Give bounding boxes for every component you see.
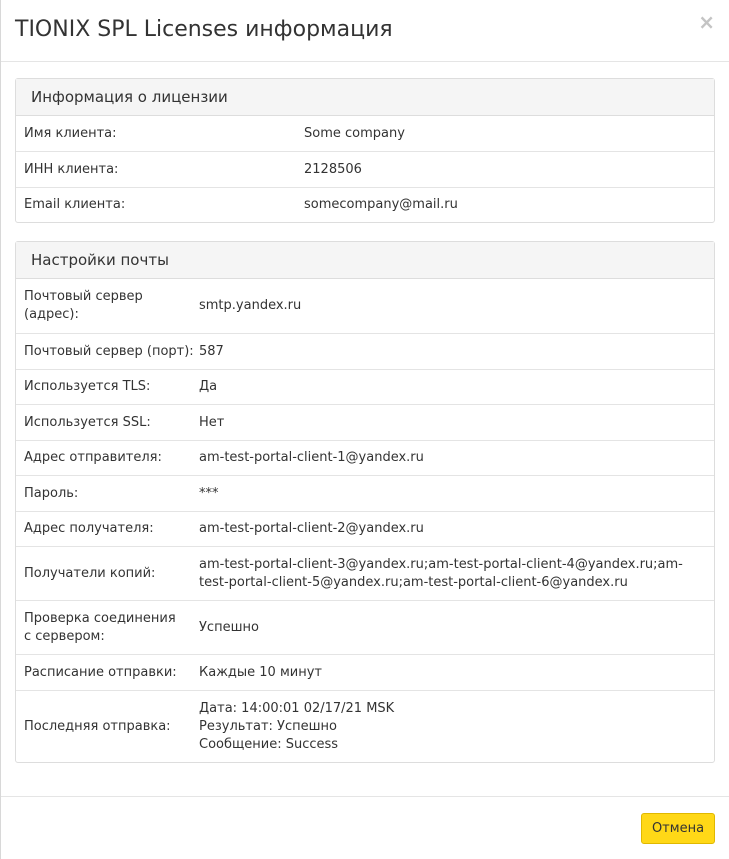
row-value: Нет bbox=[199, 414, 225, 430]
row-label: Расписание отправки: bbox=[24, 664, 177, 680]
row-label: Почтовый сервер (адрес): bbox=[24, 289, 143, 322]
license-info-panel bbox=[15, 78, 715, 223]
row-label: Получатели копий: bbox=[24, 565, 156, 581]
license-row-client-name bbox=[16, 116, 714, 151]
row-value: 2128506 bbox=[304, 161, 362, 177]
row-value: 587 bbox=[199, 343, 224, 359]
modal-header bbox=[1, 0, 729, 62]
close-icon[interactable]: × bbox=[698, 10, 715, 34]
mail-row-schedule bbox=[16, 654, 714, 690]
row-label: ИНН клиента: bbox=[24, 161, 119, 177]
mail-settings-heading: Настройки почты bbox=[16, 242, 714, 279]
row-label: Проверка соединения с сервером: bbox=[24, 610, 176, 644]
row-label: Адрес получателя: bbox=[24, 521, 154, 536]
row-value: Успешно bbox=[199, 619, 259, 635]
row-value: Some company bbox=[304, 125, 405, 141]
license-row-client-email bbox=[16, 187, 714, 222]
row-label: Имя клиента: bbox=[24, 125, 117, 141]
mail-row-connection-check bbox=[16, 600, 714, 654]
row-label: Адрес отправителя: bbox=[24, 450, 162, 465]
mail-row-sender-address bbox=[16, 440, 714, 475]
row-value: somecompany@mail.ru bbox=[304, 197, 458, 212]
row-label: Email клиента: bbox=[24, 197, 126, 212]
last-send-result: Результат: Успешно bbox=[199, 718, 337, 734]
row-value: Каждые 10 минут bbox=[199, 664, 322, 680]
row-label: Пароль: bbox=[24, 485, 79, 501]
cancel-button[interactable]: Отмена bbox=[641, 813, 715, 844]
last-send-message: Сообщение: Success bbox=[199, 736, 339, 752]
row-value bbox=[199, 700, 408, 754]
row-value: Да bbox=[199, 379, 218, 394]
row-value: am-test-portal-client-3@yandex.ru;am-test-portal-client-4@yandex.ru;am-test-portal-client-5@yandex.ru;am-test-portal-client-6@yandex.ru bbox=[199, 556, 683, 590]
row-value: am-test-portal-client-1@yandex.ru bbox=[199, 450, 424, 465]
license-info-heading: Информация о лицензии bbox=[16, 79, 714, 116]
mail-row-cc-recipients bbox=[16, 546, 714, 600]
mail-row-password bbox=[16, 475, 714, 511]
mail-row-server-port bbox=[16, 333, 714, 369]
row-value: *** bbox=[199, 485, 219, 501]
mail-row-last-send bbox=[16, 690, 714, 762]
row-value: smtp.yandex.ru bbox=[199, 298, 302, 313]
modal-title: TIONIX SPL Licenses информация bbox=[15, 17, 393, 42]
mail-settings-panel bbox=[15, 241, 715, 763]
row-label: Используется TLS: bbox=[24, 379, 151, 394]
row-label: Почтовый сервер (порт): bbox=[24, 343, 194, 359]
mail-row-ssl bbox=[16, 404, 714, 440]
mail-row-server-address bbox=[16, 279, 714, 333]
mail-row-recipient-address bbox=[16, 511, 714, 546]
row-value: am-test-portal-client-2@yandex.ru bbox=[199, 521, 424, 536]
row-label: Последняя отправка: bbox=[24, 718, 171, 734]
license-row-client-inn bbox=[16, 151, 714, 187]
last-send-date: Дата: 14:00:01 02/17/21 MSK bbox=[199, 700, 395, 716]
row-label: Используется SSL: bbox=[24, 414, 151, 430]
modal-footer bbox=[1, 796, 729, 859]
mail-row-tls bbox=[16, 369, 714, 404]
